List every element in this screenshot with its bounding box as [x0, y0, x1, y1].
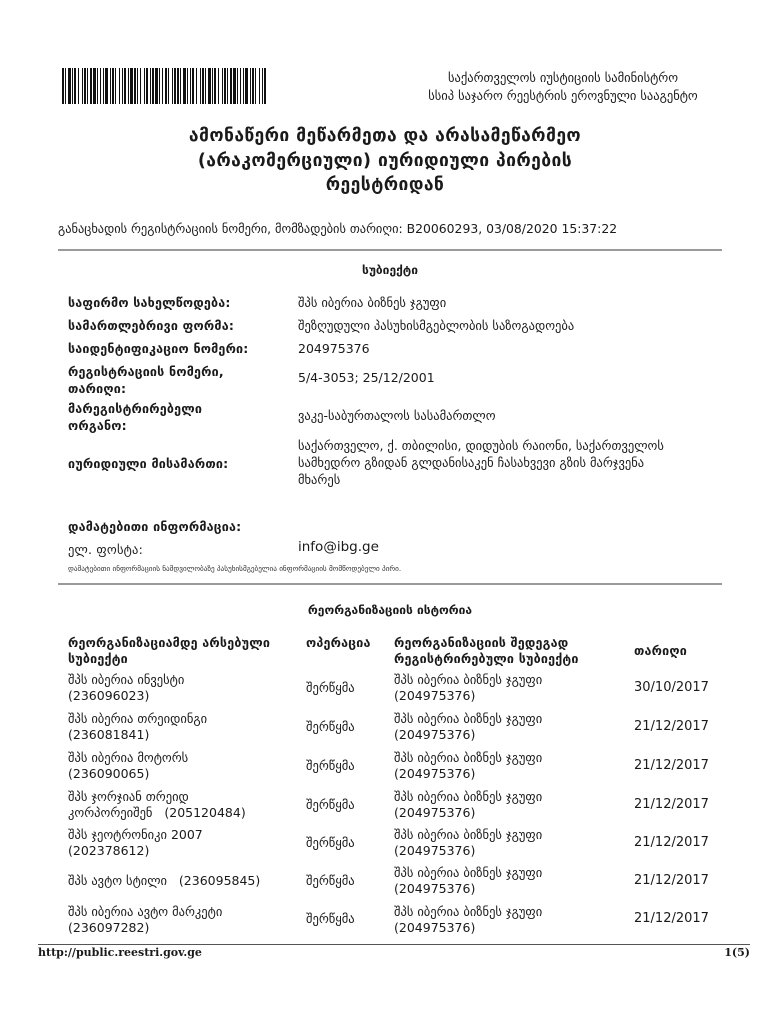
- before-subject-line-1: შპს იბერია მოტორს: [68, 750, 189, 765]
- email-label: ელ. ფოსტა:: [68, 542, 144, 557]
- date: 21/12/2017: [634, 719, 709, 734]
- before-subject: [68, 827, 203, 859]
- before-subject-line-2: (236081841): [68, 727, 150, 742]
- before-subject-line-1: შპს იბერია თრეიდინგი: [68, 711, 208, 726]
- agency-registry: სსიპ საჯარო რეესტრის ეროვნული სააგენტო: [428, 88, 698, 103]
- page-number: 1(5): [724, 946, 750, 959]
- after-subject: [394, 672, 542, 704]
- after-subject-line-2: (204975376): [394, 920, 476, 935]
- after-subject: [394, 904, 542, 936]
- registration-label-line-1: რეგისტრაციის ნომერი,: [68, 364, 224, 379]
- col-header-after: [394, 635, 579, 667]
- registration-value: 5/4-3053; 25/12/2001: [298, 370, 435, 385]
- before-subject: [68, 750, 188, 782]
- col-header-after-line-2: რეგისტრირებული სუბიექტი: [394, 651, 579, 666]
- operation: შერწყმა: [306, 835, 355, 850]
- before-subject-line-2: (236097282): [68, 920, 150, 935]
- reorg-heading: რეორგანიზაციის ისტორია: [307, 603, 473, 617]
- before-subject-line-2: (202378612): [68, 843, 150, 858]
- legal-address-line-2: სამხედრო გზიდან გლდანისაკენ ჩასახვევი გზის მარჯვენა: [298, 455, 645, 470]
- after-subject-line-1: შპს იბერია ბიზნეს ჯგუფი: [394, 711, 543, 726]
- before-subject-line-1: შპს იბერია ინვესტი: [68, 672, 185, 687]
- before-subject-line-2: (236096023): [68, 688, 150, 703]
- after-subject: [394, 750, 542, 782]
- id-number-label: საიდენტიფიკაციო ნომერი:: [68, 341, 249, 356]
- date: 21/12/2017: [634, 835, 709, 850]
- after-subject-line-1: შპს იბერია ბიზნეს ჯგუფი: [394, 672, 543, 687]
- divider: [58, 249, 722, 251]
- footer-divider: [38, 944, 750, 945]
- before-subject-line-2: კორპორეიშენ (205120484): [68, 805, 246, 820]
- after-subject-line-2: (204975376): [394, 688, 476, 703]
- additional-info-heading: დამატებითი ინფორმაცია:: [68, 519, 242, 534]
- registering-body-label: [68, 400, 288, 434]
- title-line-2: (არაკომერციული) იურიდიული პირების: [197, 150, 573, 171]
- col-header-before-line-2: სუბიექტი: [68, 651, 128, 666]
- legal-form-value: შეზღუდული პასუხისმგებლობის საზოგადოება: [298, 318, 575, 333]
- subject-heading: სუბიექტი: [362, 263, 418, 277]
- registering-body-value: ვაკე-საბურთალოს სასამართლო: [298, 408, 496, 423]
- operation: შერწყმა: [306, 797, 355, 812]
- date: 21/12/2017: [634, 911, 709, 926]
- operation: შერწყმა: [306, 911, 355, 926]
- divider: [58, 583, 722, 585]
- document-title: [120, 124, 650, 198]
- before-subject-line-1: შპს იბერია ავტო მარკეტი: [68, 904, 223, 919]
- legal-address-value: [298, 437, 718, 488]
- date: 21/12/2017: [634, 873, 709, 888]
- col-header-after-line-1: რეორგანიზაციის შედეგად: [394, 635, 569, 650]
- legal-form-label: სამართლებრივი ფორმა:: [68, 318, 235, 333]
- after-subject: [394, 711, 542, 743]
- date: 30/10/2017: [634, 680, 709, 695]
- application-label: განაცხადის რეგისტრაციის ნომერი, მომზადების თარიღი:: [58, 221, 403, 236]
- company-name-label: საფირმო სახელწოდება:: [68, 295, 231, 310]
- after-subject-line-1: შპს იბერია ბიზნეს ჯგუფი: [394, 904, 543, 919]
- operation: შერწყმა: [306, 873, 355, 888]
- after-subject-line-2: (204975376): [394, 881, 476, 896]
- title-line-3: რეესტრიდან: [325, 175, 445, 195]
- title-line-1: ამონაწერი მეწარმეთა და არასამეწარმეო: [188, 126, 582, 146]
- col-header-operation: ოპერაცია: [306, 635, 371, 650]
- after-subject: [394, 865, 542, 897]
- application-value: B20060293, 03/08/2020 15:37:22: [406, 221, 618, 236]
- email-value: info@ibg.ge: [298, 539, 379, 555]
- after-subject-line-1: შპს იბერია ბიზნეს ჯგუფი: [394, 789, 543, 804]
- col-header-date: თარიღი: [634, 643, 688, 658]
- col-header-before-line-1: რეორგანიზაციამდე არსებული: [68, 635, 271, 650]
- registering-body-label-line-1: მარეგისტრირებელი: [68, 401, 203, 416]
- footer-url: http://public.reestri.gov.ge: [38, 946, 202, 959]
- after-subject-line-2: (204975376): [394, 843, 476, 858]
- after-subject: [394, 789, 542, 821]
- operation: შერწყმა: [306, 680, 355, 695]
- after-subject-line-1: შპს იბერია ბიზნეს ჯგუფი: [394, 750, 543, 765]
- agency-ministry: საქართველოს იუსტიციის სამინისტრო: [447, 70, 679, 85]
- operation: შერწყმა: [306, 719, 355, 734]
- id-number-value: 204975376: [298, 341, 370, 356]
- legal-address-label: იურიდიული მისამართი:: [68, 456, 229, 471]
- after-subject-line-2: (204975376): [394, 805, 476, 820]
- before-subject-line-1: შპს ჯორჯიან თრეიდ: [68, 789, 189, 804]
- before-subject: შპს ავტო სტილი (236095845): [68, 873, 261, 888]
- disclaimer-note: დამატებითი ინფორმაციის ნამდვილობაზე პასუხისმგებელია ინფორმაციის მომწოდებელი პირი.: [68, 564, 402, 573]
- before-subject-line-2: (236090065): [68, 766, 150, 781]
- date: 21/12/2017: [634, 758, 709, 773]
- after-subject-line-2: (204975376): [394, 766, 476, 781]
- before-subject-line-1: შპს ჯეოტრონიკი 2007: [68, 827, 203, 842]
- date: 21/12/2017: [634, 797, 709, 812]
- after-subject-line-2: (204975376): [394, 727, 476, 742]
- col-header-before: [68, 635, 270, 667]
- legal-address-line-3: მხარეს: [298, 472, 341, 487]
- registration-label: [68, 363, 288, 397]
- company-name-value: შპს იბერია ბიზნეს ჯგუფი: [298, 295, 447, 310]
- after-subject-line-1: შპს იბერია ბიზნეს ჯგუფი: [394, 827, 543, 842]
- after-subject: [394, 827, 542, 859]
- before-subject: [68, 672, 184, 704]
- after-subject-line-1: შპს იბერია ბიზნეს ჯგუფი: [394, 865, 543, 880]
- operation: შერწყმა: [306, 758, 355, 773]
- agency-header: [408, 69, 718, 105]
- before-subject: [68, 904, 222, 936]
- before-subject: [68, 711, 207, 743]
- barcode: [62, 68, 267, 104]
- before-subject: [68, 789, 246, 821]
- legal-address-line-1: საქართველო, ქ. თბილისი, დიდუბის რაიონი, საქართველოს: [298, 438, 664, 453]
- application-info: [58, 221, 718, 236]
- registration-label-line-2: თარიღი:: [68, 381, 127, 396]
- registering-body-label-line-2: ორგანო:: [68, 418, 127, 433]
